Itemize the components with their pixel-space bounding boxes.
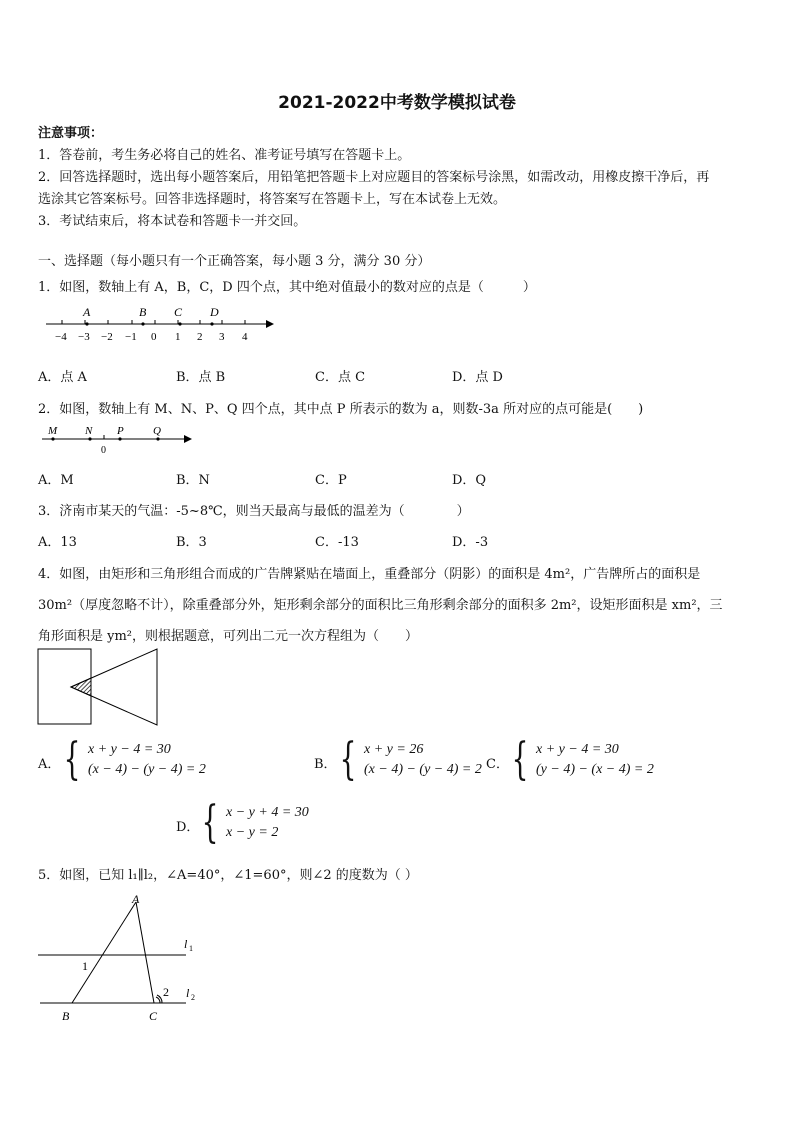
q4-stem-line3: 角形面积是 ym²，则根据题意，可列出二元一次方程组为（ ） [38,629,419,644]
q1-tick-label: −4 [55,331,67,343]
q4-stem-line2: 30m²（厚度忽略不计），除重叠部分外，矩形剩余部分的面积比三角形剩余部分的面积多 2m²，设矩形面积是 xm²，三 [38,598,723,613]
q2-label-n: N [85,425,93,437]
q1-tick-label: 2 [197,331,203,343]
q4-option-b-eq2: (x − 4) − (y − 4) = 2 [364,762,482,777]
q2-option-d[interactable]: D．Q [452,473,487,488]
q4-option-d-eq2: x − y = 2 [226,825,279,840]
q5-segment-ac [136,902,154,1003]
q5-angle2-arc [156,997,160,1003]
section-heading: 一、选择题（每小题只有一个正确答案，每小题 3 分，满分 30 分） [38,254,431,269]
q3-option-b[interactable]: B．3 [176,535,207,550]
q5-segment-ab [72,902,136,1003]
q1-option-d[interactable]: D．点 D [452,370,503,385]
q2-number-line [40,422,200,456]
q4-option-b-eq1: x + y = 26 [364,742,424,757]
q4-option-a-system[interactable]: { x + y − 4 = 30 (x − 4) − (y − 4) = 2 [63,734,206,785]
q2-zero-label: 0 [101,445,106,456]
q1-tick-label: 3 [219,331,225,343]
q2-option-b[interactable]: B．N [176,473,210,488]
q5-label-l2-sub: 2 [191,993,195,1002]
q5-label-l1: l [184,937,188,951]
q1-number-line [40,304,280,346]
q4-shaded-overlap [71,678,91,696]
q1-label-d: D [210,305,219,319]
q3-option-a[interactable]: A．13 [38,535,77,550]
notice-item-2-cont: 选涂其它答案标号。回答非选择题时，将答案写在答题卡上，写在本试卷上无效。 [38,192,507,207]
q4-option-a-eq1: x + y − 4 = 30 [88,742,171,757]
q5-label-angle2: 2 [163,985,169,999]
q1-option-a[interactable]: A．点 A [38,370,87,385]
q5-label-c: C [149,1009,158,1023]
q4-billboard-figure [36,646,162,730]
q5-label-b: B [62,1009,70,1023]
q4-option-c-eq2: (y − 4) − (x − 4) = 2 [536,762,654,777]
q1-stem: 1．如图，数轴上有 A，B，C，D 四个点，其中绝对值最小的数对应的点是（ ） [38,280,536,295]
q4-option-d-system[interactable]: { x − y + 4 = 30 x − y = 2 [201,797,309,848]
page-title: 2021-2022中考数学模拟试卷 [278,93,516,113]
q2-point-p [118,437,121,440]
q1-point-d [210,322,213,325]
q1-label-b: B [139,305,147,319]
q1-label-a: A [83,305,91,319]
q1-tick-label: −1 [125,331,137,343]
q1-tick-label: 4 [242,331,248,343]
q4-option-c-label[interactable]: C． [486,757,509,772]
q4-option-b-label[interactable]: B． [314,757,337,772]
notice-item-3: 3．考试结束后，将本试卷和答题卡一并交回。 [38,214,307,229]
q1-tick-label: −2 [101,331,113,343]
q4-option-d-eq1: x − y + 4 = 30 [226,805,309,820]
q1-label-c: C [174,305,183,319]
q4-stem-line1: 4．如图，由矩形和三角形组合而成的广告牌紧贴在墙面上，重叠部分（阴影）的面积是 4m²，广告牌所占的面积是 [38,567,701,582]
q4-option-d-label[interactable]: D． [176,820,200,835]
q5-label-angle1: 1 [82,959,88,973]
q5-label-l1-sub: 1 [189,944,193,953]
notice-heading: 注意事项： [38,126,104,141]
q1-option-b[interactable]: B．点 B [176,370,226,385]
q1-ticks [62,320,245,324]
q2-option-a[interactable]: A．M [38,473,74,488]
q1-tick-label: 0 [151,331,157,343]
q3-option-d[interactable]: D．-3 [452,535,489,550]
q1-tick-label: −3 [78,331,90,343]
q2-point-n [88,437,91,440]
q4-option-a-eq2: (x − 4) − (y − 4) = 2 [88,762,206,777]
q4-option-b-system[interactable]: { x + y = 26 (x − 4) − (y − 4) = 2 [339,734,482,785]
q1-point-c [178,322,181,325]
q5-label-a: A [132,892,140,906]
q1-point-a [85,322,88,325]
q2-stem: 2．如图，数轴上有 M、N、P、Q 四个点，其中点 P 所表示的数为 a，则数-3a 所对应的点可能是( ) [38,402,644,417]
q1-option-c[interactable]: C．点 C [315,370,366,385]
q2-point-m [51,437,54,440]
q5-parallel-lines-figure [36,890,206,1024]
q2-point-q [156,437,159,440]
q4-option-c-system[interactable]: { x + y − 4 = 30 (y − 4) − (x − 4) = 2 [511,734,654,785]
q1-tick-label: 1 [175,331,181,343]
q3-stem: 3．济南市某天的气温：-5~8℃，则当天最高与最低的温差为（ ） [38,504,470,519]
notice-item-2: 2．回答选择题时，选出每小题答案后，用铅笔把答题卡上对应题目的答案标号涂黑，如需改动，用橡皮擦干净后，再 [38,170,710,185]
q2-option-c[interactable]: C．P [315,473,347,488]
q5-stem: 5．如图，已知 l₁∥l₂，∠A=40°，∠1=60°，则∠2 的度数为（ ） [38,868,418,883]
q2-label-p: P [117,425,124,437]
q3-option-c[interactable]: C．-13 [315,535,359,550]
q5-label-l2: l [186,986,190,1000]
q4-option-a-label[interactable]: A． [38,757,61,772]
q1-point-b [141,322,144,325]
q2-label-q: Q [153,425,161,437]
q4-option-c-eq1: x + y − 4 = 30 [536,742,619,757]
q2-label-m: M [48,425,58,437]
notice-item-1: 1．答卷前，考生务必将自己的姓名、准考证号填写在答题卡上。 [38,148,411,163]
